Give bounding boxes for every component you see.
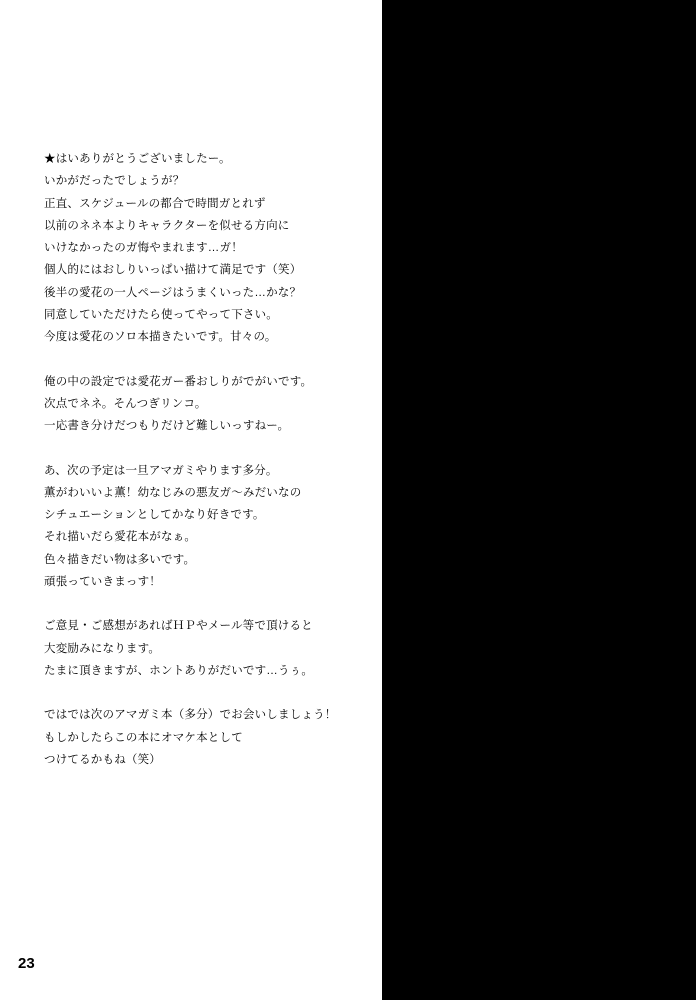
afterword-paragraph-4 xyxy=(44,615,364,682)
afterword-line: 以前のネネ本よりキャラクターを似せる方向に xyxy=(44,219,290,232)
afterword-paragraph-3 xyxy=(44,460,364,594)
afterword-line: シチュエーションとしてかなり好きです。 xyxy=(44,509,265,522)
black-page-panel xyxy=(382,0,696,1000)
afterword-line: いかがだったでしょうが？ xyxy=(44,175,185,188)
afterword-line: いけなかったのガ悔やまれます…ガ！ xyxy=(44,242,243,255)
afterword-line: たまに頂きますが、ホントありがだいです…うぅ。 xyxy=(44,664,314,677)
afterword-line: あ、次の予定は一旦アマガミやります多分。 xyxy=(44,464,278,477)
afterword-line: 薫がわいいよ薫！幼なじみの悪友ガ～みだいなの xyxy=(44,486,302,499)
afterword-paragraph-2 xyxy=(44,371,364,438)
afterword-line: 大変励みになります。 xyxy=(44,642,161,655)
afterword-line: もしかしたらこの本にオマケ本として xyxy=(44,731,243,744)
afterword-line: ご意見・ご感想があればＨＰやメール等で頂けると xyxy=(44,620,313,633)
afterword-paragraph-5 xyxy=(44,704,364,771)
afterword-line: 後半の愛花の一人ページはうまくいった…かな？ xyxy=(44,286,302,299)
afterword-line: つけてるかもね（笑） xyxy=(44,753,161,766)
afterword-line: 俺の中の設定では愛花ガー番おしりがでがいです。 xyxy=(44,375,313,388)
afterword-line: それ描いだら愛花本がなぁ。 xyxy=(44,531,197,544)
afterword-text-block xyxy=(44,148,364,771)
afterword-line: ★はいありがとうございましたー。 xyxy=(44,153,231,165)
afterword-line: 正直、スケジュールの都合で時間ガとれず xyxy=(44,197,266,210)
afterword-line: ではでは次のアマガミ本（多分）でお会いしましょう！ xyxy=(44,709,337,722)
afterword-line: 次点でネネ。そんつぎリンコ。 xyxy=(44,397,207,410)
afterword-line: 同意していただけたら使ってやって下さい。 xyxy=(44,309,278,322)
afterword-paragraph-1 xyxy=(44,148,364,349)
afterword-line: 今度は愛花のソロ本描きたいです。甘々の。 xyxy=(44,331,277,344)
afterword-line: 頑張っていきまっす！ xyxy=(44,576,161,589)
afterword-line: 色々描きだい物は多いです。 xyxy=(44,553,196,566)
afterword-line: 個人的にはおしりいっぱい描けて満足です（笑） xyxy=(44,264,302,277)
page-number: 23 xyxy=(18,955,35,972)
afterword-line: 一応書き分けだつもりだけど難しいっすねー。 xyxy=(44,420,290,433)
